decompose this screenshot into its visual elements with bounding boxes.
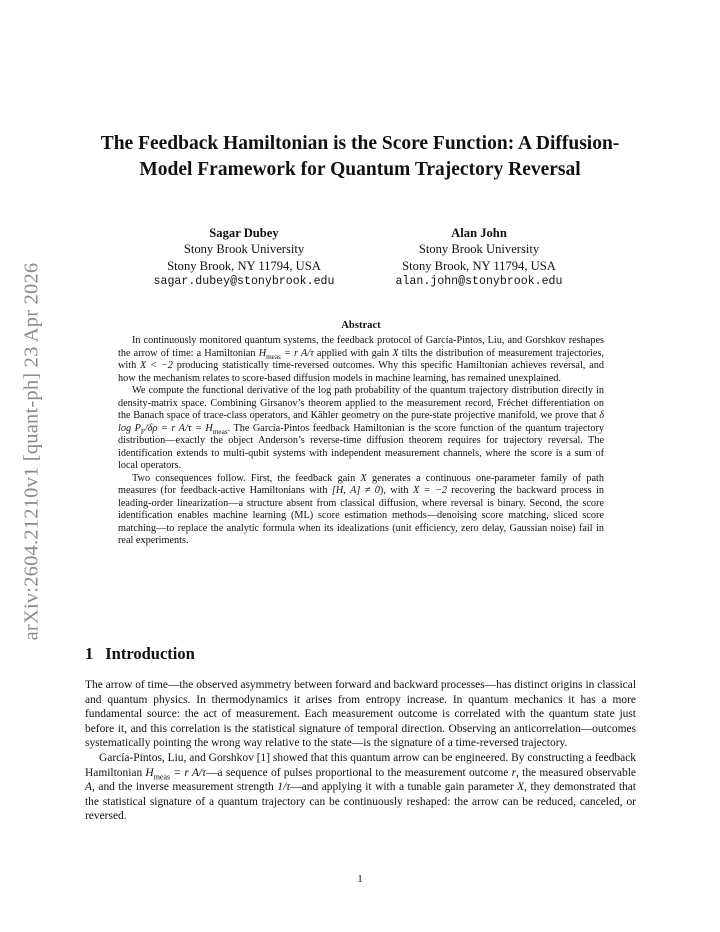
section-title: Introduction <box>105 644 195 663</box>
arxiv-sidebar <box>10 246 54 656</box>
author-name: Sagar Dubey <box>209 226 279 240</box>
author-address: Stony Brook, NY 11794, USA <box>167 258 321 273</box>
author-block-2 <box>369 225 589 291</box>
section-heading <box>85 644 195 664</box>
author-email: sagar.dubey@stonybrook.edu <box>153 275 335 289</box>
author-email: alan.john@stonybrook.edu <box>395 275 563 289</box>
abstract-paragraph-1: In continuously monitored quantum systems, the feedback protocol of García-Pintos, Liu, and Gorshkov reshapes the arrow of time: a Hamiltonian $H_{meas} = r$ A/τ applied with gain X tilts the distribution of measurement trajectories, with X < −2 producing statistically time-reversed outcomes. Why this specific Hamiltonian achieves reversal, and how the mechanism relates to score-based diffusion models in machine learning, has remained unexplained. <box>118 335 604 384</box>
abstract <box>118 335 604 548</box>
section-number: 1 <box>85 644 94 663</box>
author-block-1 <box>134 225 354 291</box>
author-affiliation: Stony Brook University <box>183 242 305 257</box>
abstract-paragraph-3: Two consequences follow. First, the feedback gain X generates a continuous one-parameter family of path measures (for feedback-active Hamiltonians with [H, A] ≠ 0), with X = −2 recovering the backward process in leading-order linearization—a structure absent from classical diffusion, where reversal is binary. Second, the score identification enables machine learning (ML) score estimation methods—denoising score matching, sliced score matching—to replace the analytic formula when its idealizations (unit efficiency, zero delay, Gaussian noise) fail in real experiments. <box>118 472 604 546</box>
author-address: Stony Brook, NY 11794, USA <box>402 258 556 273</box>
body-paragraph-2: García-Pintos, Liu, and Gorshkov [1] showed that this quantum arrow can be engineered. By constructing a feedback Hamiltonian $H_{meas} = r$ A/τ—a sequence of pulses proportional to the measurement outcome r, the measured observable A, and the inverse measurement strength 1/τ—and applying it with a tunable gain parameter X, they demonstrated that the statistical signature of a quantum trajectory can be continuously reshaped: the arrow can be reduced, canceled, or reversed. <box>85 751 636 823</box>
author-name: Alan John <box>451 226 507 240</box>
page-number: 1 <box>357 873 363 885</box>
author-affiliation: Stony Brook University <box>418 242 540 257</box>
arxiv-identifier: arXiv:2604.21210v1 [quant-ph] 23 Apr 2026 <box>20 262 43 640</box>
paper-title: The Feedback Hamiltonian is the Score Function: A Diffusion-Model Framework for Quantum Trajectory Reversal <box>100 133 620 180</box>
introduction-body <box>85 678 636 824</box>
abstract-paragraph-2: We compute the functional derivative of the log path probability of the quantum trajectory distribution directly in density-matrix space. Combining Girsanov’s theorem applied to the measurement record, Fréchet differentiation on the Banach space of trace-class operators, and Kähler geometry on the pure-state projective manifold, we prove that δ $\log P_F/\delta\rho = r$ $A/\tau = H_{meas}$. The García-Pintos feedback Hamiltonian is the score function of the quantum trajectory distribution—exactly the object Anderson’s reverse-time diffusion theorem requires for trajectory reversal. The identification extends to multi-qubit systems with independent measurement channels, where the score is a sum of local operators. <box>118 385 605 471</box>
body-paragraph-1: The arrow of time—the observed asymmetry between forward and backward processes—has distinct origins in classical and quantum physics. In thermodynamics it arises from entropy increase. In quantum mechanics it has a more fundamental source: the act of measurement. Each measurement outcome is correlated with the quantum state just before it, and this correlation is the statistical signature of temporal direction. Observing an anticorrelation—outcomes systematically pointing the wrong way relative to the state—is the signature of a time-reversed trajectory. <box>85 679 636 750</box>
abstract-heading: Abstract <box>341 320 381 331</box>
